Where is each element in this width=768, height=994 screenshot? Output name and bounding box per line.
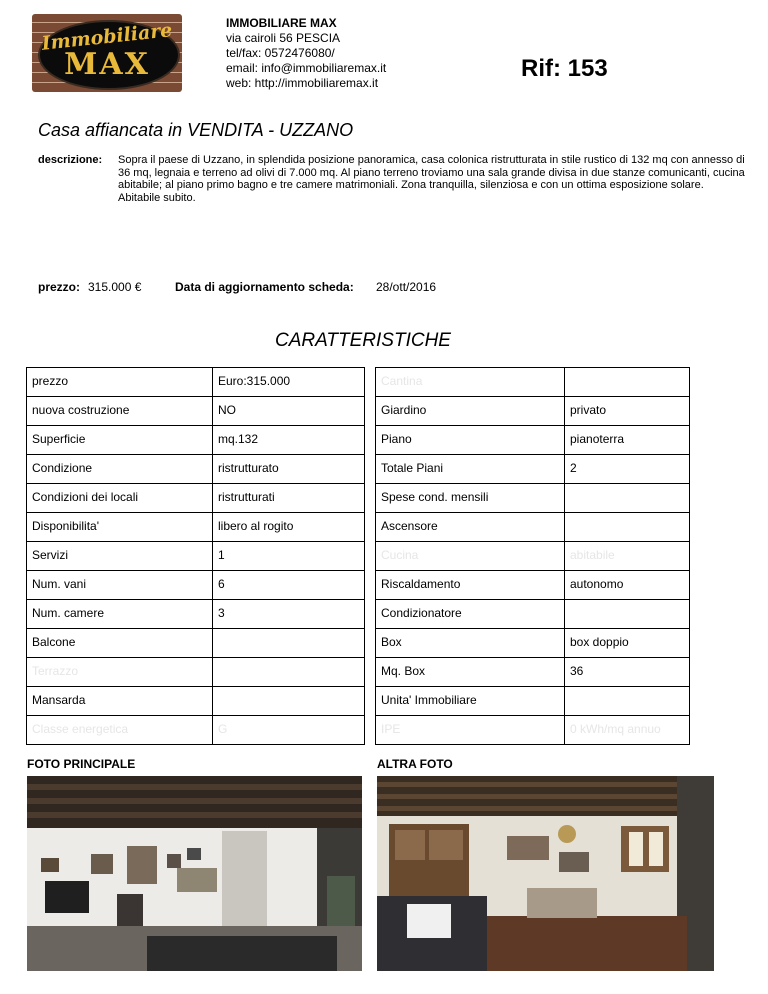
feature-left-value: G	[212, 715, 365, 745]
feature-right-label: Piano	[375, 425, 565, 455]
feature-left-value: mq.132	[212, 425, 365, 455]
reference-number: Rif: 153	[521, 55, 608, 82]
agency-address: via cairoli 56 PESCIA	[226, 31, 341, 45]
feature-left-label: Servizi	[26, 541, 213, 571]
feature-left-value	[212, 628, 365, 658]
feature-left-label: Mansarda	[26, 686, 213, 716]
feature-left-label: Condizioni dei locali	[26, 483, 213, 513]
feature-left-label: Superficie	[26, 425, 213, 455]
feature-left-label: Classe energetica	[26, 715, 213, 745]
feature-right-value: 36	[564, 657, 690, 687]
agency-contact	[226, 16, 386, 91]
feature-left-value: libero al rogito	[212, 512, 365, 542]
feature-right-value: pianoterra	[564, 425, 690, 455]
feature-right-value	[564, 367, 690, 397]
feature-right-value	[564, 483, 690, 513]
agency-name: IMMOBILIARE MAX	[226, 16, 337, 30]
main-photo	[27, 776, 362, 971]
feature-left-value	[212, 686, 365, 716]
agency-phone: tel/fax: 0572476080/	[226, 46, 335, 60]
update-date-value: 28/ott/2016	[376, 280, 437, 294]
feature-left-label: Balcone	[26, 628, 213, 658]
feature-right-label: Condizionatore	[375, 599, 565, 629]
agency-email[interactable]: email: info@immobiliaremax.it	[226, 61, 387, 75]
feature-right-label: IPE	[375, 715, 565, 745]
features-title: CARATTERISTICHE	[275, 330, 451, 351]
agency-web[interactable]: web: http://immobiliaremax.it	[226, 76, 379, 90]
feature-right-label: Giardino	[375, 396, 565, 426]
feature-right-label: Mq. Box	[375, 657, 565, 687]
feature-right-label: Cantina	[375, 367, 565, 397]
feature-left-label: prezzo	[26, 367, 213, 397]
feature-left-value: 3	[212, 599, 365, 629]
feature-right-label: Cucina	[375, 541, 565, 571]
feature-right-label: Totale Piani	[375, 454, 565, 484]
logo-text-top: Immobiliare	[40, 19, 174, 55]
feature-left-value: 6	[212, 570, 365, 600]
feature-right-value	[564, 686, 690, 716]
feature-left-value: 1	[212, 541, 365, 571]
feature-left-value: ristrutturati	[212, 483, 365, 513]
description-label: descrizione:	[38, 154, 103, 166]
feature-right-value	[564, 512, 690, 542]
agency-logo	[32, 14, 182, 92]
price-value: 315.000 €	[88, 280, 142, 294]
feature-left-value: Euro:315.000	[212, 367, 365, 397]
logo-text-bottom: MAX	[64, 47, 150, 82]
feature-right-value: abitabile	[564, 541, 690, 571]
update-date-label: Data di aggiornamento scheda:	[175, 280, 354, 294]
feature-right-value: 0 kWh/mq annuo	[564, 715, 690, 745]
feature-left-label: nuova costruzione	[26, 396, 213, 426]
feature-right-value: autonomo	[564, 570, 690, 600]
feature-right-label: Spese cond. mensili	[375, 483, 565, 513]
feature-right-value	[564, 599, 690, 629]
other-photo	[377, 776, 714, 971]
feature-right-label: Ascensore	[375, 512, 565, 542]
feature-left-label: Disponibilita'	[26, 512, 213, 542]
listing-title: Casa affiancata in VENDITA - UZZANO	[38, 120, 354, 140]
feature-left-label: Num. camere	[26, 599, 213, 629]
feature-left-label: Num. vani	[26, 570, 213, 600]
main-photo-label: FOTO PRINCIPALE	[27, 757, 136, 771]
feature-left-label: Terrazzo	[26, 657, 213, 687]
description-text: Sopra il paese di Uzzano, in splendida posizione panoramica, casa colonica ristrutturata in stile rustico di 132 mq con annesso di 36 mq, legnaia e terreno ad olivi di 7.000 mq. Al piano terreno troviamo una sala grande divisa in due stanze comunicanti, cucina abitabile; al piano primo bagno e tre camere matrimoniali. Zona tranquilla, silenziosa e con un ottima esposizione solare. Abitabile subito.	[118, 154, 745, 204]
feature-right-label: Box	[375, 628, 565, 658]
price-label: prezzo:	[38, 280, 80, 294]
feature-right-value: privato	[564, 396, 690, 426]
other-photo-label: ALTRA FOTO	[377, 757, 453, 771]
feature-right-value: box doppio	[564, 628, 690, 658]
feature-left-value: ristrutturato	[212, 454, 365, 484]
feature-right-label: Riscaldamento	[375, 570, 565, 600]
feature-right-value: 2	[564, 454, 690, 484]
feature-left-label: Condizione	[26, 454, 213, 484]
feature-right-label: Unita' Immobiliare	[375, 686, 565, 716]
feature-left-value: NO	[212, 396, 365, 426]
feature-left-value	[212, 657, 365, 687]
